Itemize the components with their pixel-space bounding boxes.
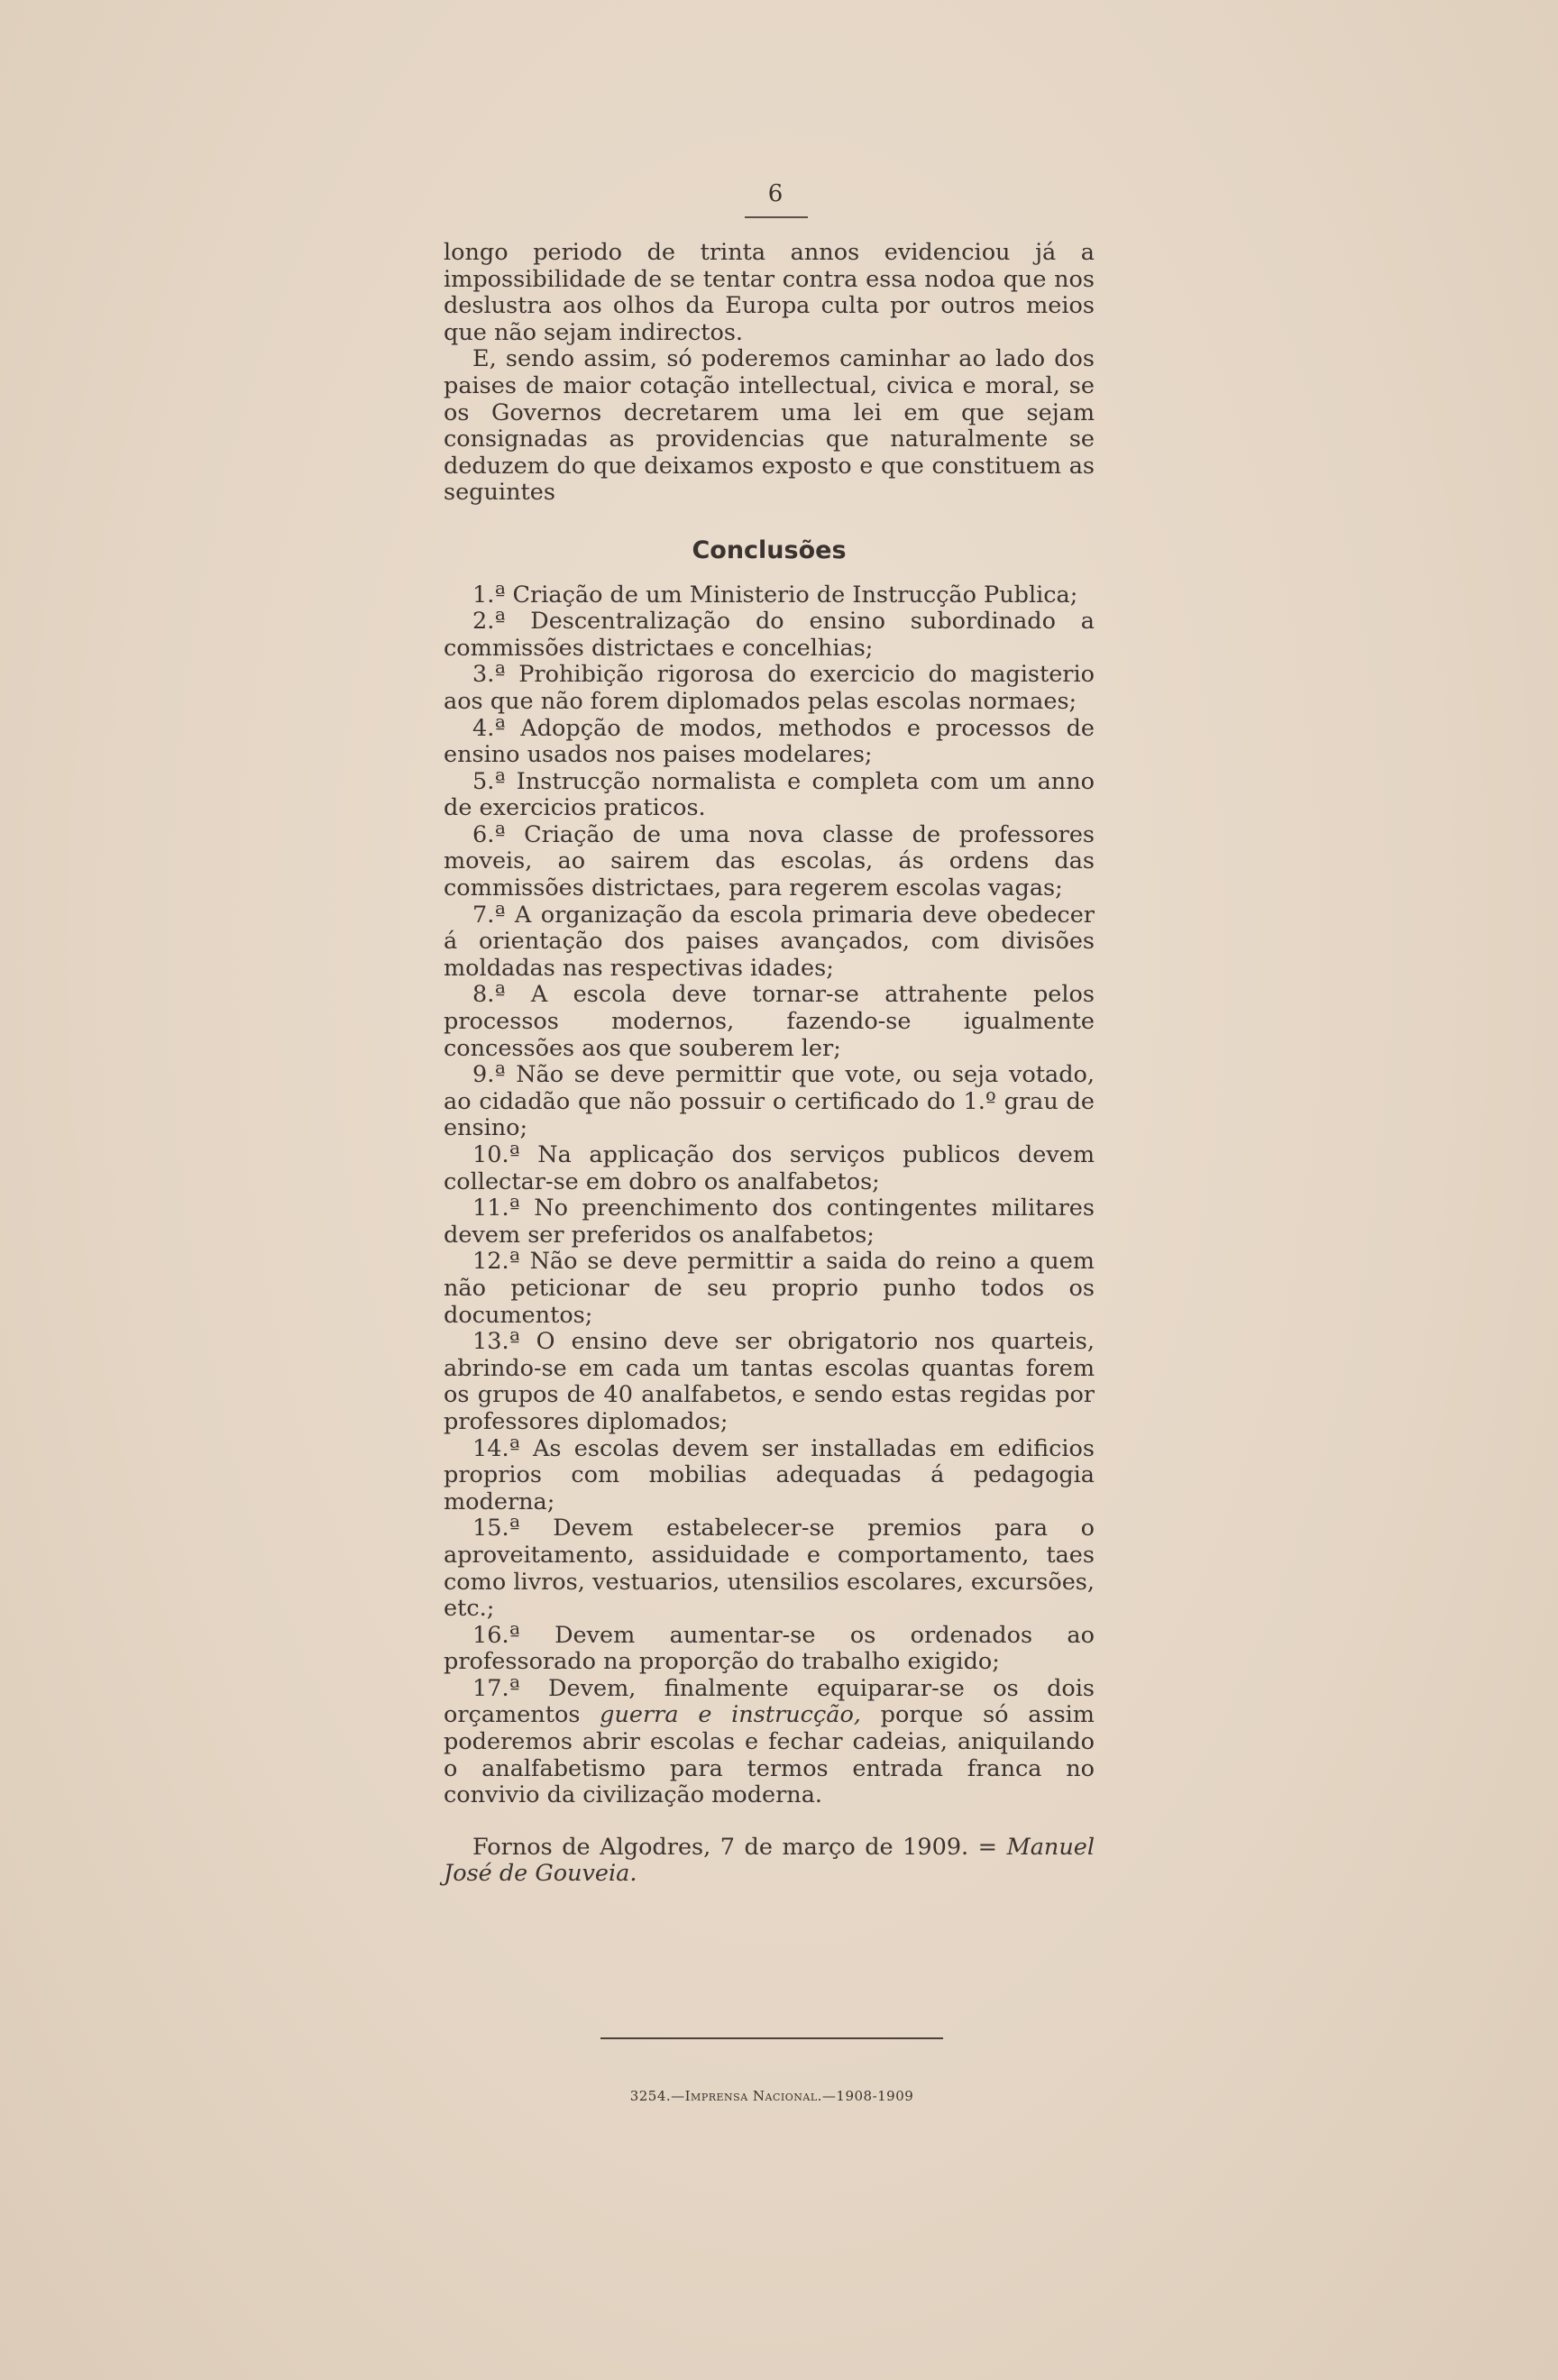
conclusion-item: 14.ª As escolas devem ser installadas em edificios proprios com mobilias adequadas á pedagogia moderna; (444, 1434, 1095, 1515)
conclusion-item: 5.ª Instrucção normalista e completa com um anno de exercicios praticos. (444, 767, 1095, 822)
second-paragraph: E, sendo assim, só poderemos caminhar ao lado dos paises de maior cotação intellectual, civica e moral, se os Governos decretarem uma lei em que sejam consignadas as providencias que naturalmente se deduzem do que deixamos exposto e que constituem as seguintes (444, 345, 1095, 507)
conclusion-item: 3.ª Prohibição rigorosa do exercicio do magisterio aos que não forem diplomados pelas escolas normaes; (444, 661, 1095, 715)
conclusion-item: 9.ª Não se deve permittir que vote, ou seja votado, ao cidadão que não possuir o certificado do 1.º grau de ensino; (444, 1061, 1095, 1142)
conclusion-item: 15.ª Devem estabelecer-se premios para o aproveitamento, assiduidade e comportamento, taes como livros, vestuarios, utensilios escolares, excursões, etc.; (444, 1515, 1095, 1623)
section-heading: Conclusões (692, 536, 847, 564)
opening-paragraph: longo periodo de trinta annos evidenciou já a impossibilidade de se tentar contra essa nodoa que nos deslustra aos olhos da Europa culta por outros meios que não sejam indirectos. (444, 239, 1095, 346)
conclusion-item: 13.ª O ensino deve ser obrigatorio nos quarteis, abrindo-se em cada um tantas escolas quantas forem os grupos de 40 analfabetos, e sendo estas regidas por professores diplomados; (444, 1328, 1095, 1435)
conclusion-item: 16.ª Devem aumentar-se os ordenados ao professorado na proporção do trabalho exigido; (444, 1621, 1095, 1676)
conclusion-item: 2.ª Descentralização do ensino subordinado a commissões districtaes e concelhias; (444, 608, 1095, 662)
conclusion-item-17 (444, 1676, 1095, 1809)
conclusion-17-italic: guerra e instrucção, (600, 1701, 861, 1729)
conclusion-item: 6.ª Criação de uma nova classe de professores moveis, ao sairem das escolas, ás ordens das commissões districtaes, para regerem escolas vagas; (444, 820, 1095, 902)
conclusion-item: 12.ª Não se deve permittir a saida do reino a quem não peticionar de seu proprio punho todos os documentos; (444, 1248, 1095, 1329)
text-column (444, 240, 1095, 1888)
page-number: 6 (767, 180, 784, 207)
signature-line (444, 1835, 1095, 1888)
conclusion-item: 1.ª Criação de um Ministerio de Instrucção Publica; (472, 581, 1078, 609)
conclusions-list (444, 582, 1095, 1809)
conclusion-item: 8.ª A escola deve tornar-se attrahente pelos processos modernos, fazendo-se igualmente concessões aos que souberem ler; (444, 981, 1095, 1062)
page-number-rule (745, 216, 808, 218)
conclusion-17-before: 17.ª Devem, finalmente equiparar-se os dois orçamentos (444, 1674, 1095, 1729)
conclusion-item: 7.ª A organização da escola primaria deve obedecer á orientação dos paises avançados, com divisões moldadas nas respectivas idades; (444, 901, 1095, 982)
conclusion-item: 11.ª No preenchimento dos contingentes militares devem ser preferidos os analfabetos; (444, 1195, 1095, 1249)
conclusion-item: 10.ª Na applicação dos serviços publicos devem collectar-se em dobro os analfabetos; (444, 1141, 1095, 1195)
conclusion-item: 4.ª Adopção de modos, methodos e processos de ensino usados nos paises modelares; (444, 714, 1095, 769)
signature-name: Manuel José de Gouveia. (444, 1833, 1095, 1888)
signature-place-date: Fornos de Algodres, 7 de março de 1909. = (472, 1833, 1007, 1861)
printer-imprint: 3254.—Imprensa Nacional.—1908-1909 (629, 2088, 914, 2104)
conclusion-17-after: porque só assim poderemos abrir escolas e fechar cadeias, aniquilando o analfabetismo para termos entrada franca no convivio da civilização moderna. (444, 1701, 1095, 1809)
footer-rule (600, 2037, 943, 2039)
